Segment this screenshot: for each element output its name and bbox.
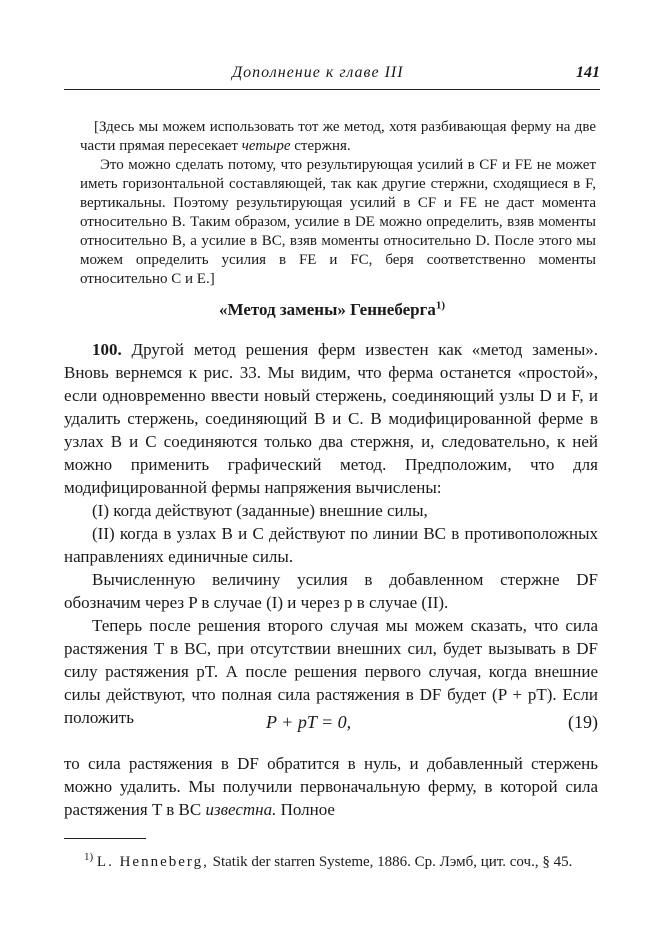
- after-equation-paragraph: [64, 752, 598, 821]
- footnote-rule: [64, 838, 146, 839]
- after-equation-text: [64, 752, 598, 821]
- paragraph-100-text: Другой метод решения ферм известен как «метод замены». Вновь вернемся к рис. 33. Мы видим, что ферма останется «простой», если одновременно ввести новый стержень, соединяющий узлы D и F, и удалить стержень, соединяющий B и C. В модифицированной ферме в узлах B и C соединяются только два стержня, и, следовательно, к ней можно применить графический метод. Предположим, что для модифицированной фермы напряжения вычислены:: [64, 340, 598, 497]
- paragraph-100: [64, 338, 598, 499]
- footnote-author: L. Henneberg,: [96, 854, 209, 870]
- equation-number: (19): [568, 712, 598, 732]
- footnote-text: Statik der starren Systeme, 1886. Ср. Лэмб, цит. соч., § 45.: [212, 854, 573, 870]
- paragraph-3: Теперь после решения второго случая мы можем сказать, что сила растяжения T в BC, при отсутствии внешних сил, будет вызывать в DF силу растяжения pT. А после решения первого случая, когда внешние силы действуют, что полная сила растяжения в DF будет (P + pT). Если положить: [64, 616, 598, 727]
- case-1: (I) когда действуют (заданные) внешние силы,: [92, 501, 428, 520]
- after-equation-body: то сила растяжения в DF обратится в нуль, и добавленный стержень можно удалить. Мы получили первоначальную ферму, в которой сила растяжения T в BC: [64, 754, 598, 819]
- paragraph-number: 100.: [92, 340, 122, 359]
- running-header: [64, 64, 600, 86]
- page-number: 141: [576, 64, 600, 81]
- section-footnote-mark: 1): [435, 299, 445, 312]
- bracket-note: [80, 118, 596, 289]
- case-2: (II) когда в узлах B и C действуют по линии BC в противоположных направлениях единичные силы.: [64, 524, 598, 566]
- bracket-note-paragraph-1: [80, 118, 596, 156]
- paragraph-2: Вычисленную величину усилия в добавленном стержне DF обозначим через P в случае (I) и через p в случае (II).: [64, 570, 598, 612]
- footnote: [64, 852, 598, 873]
- main-text: [64, 338, 598, 729]
- footnote-mark: 1): [84, 851, 94, 863]
- after-equation-end: Полное: [280, 800, 335, 819]
- bracket-note-line1: [Здесь мы можем использовать тот же метод, хотя разбивающая ферму на две части прямая пересекает: [80, 119, 596, 154]
- section-title-text: «Метод замены» Геннеберга: [219, 300, 436, 319]
- bracket-note-paragraph-2: Это можно сделать потому, что результирующая усилий в CF и FE не может иметь горизонтальной составляющей, так как другие стержни, сходящиеся в F, вертикальны. Поэтому результирующая усилий в CF и FE не даст момента относительно B. Таким образом, усилие в DE можно определить, взяв моменты относительно B, а усилие в BC, взяв моменты относительно D. После этого мы можем определить усилия в FE и FC, беря соответственно моменты относительно C и E.]: [80, 157, 596, 287]
- footnote-paragraph: [64, 852, 598, 873]
- header-rule: [64, 89, 600, 90]
- bracket-note-emphasis: четыре: [241, 138, 291, 154]
- equation-19: [64, 712, 598, 738]
- equation-text: P + pT = 0,: [266, 712, 352, 732]
- bracket-note-line1-end: стержня.: [294, 138, 351, 154]
- running-header-title: Дополнение к главе III: [232, 64, 404, 81]
- after-equation-emphasis: известна.: [205, 800, 277, 819]
- section-title: [64, 300, 600, 320]
